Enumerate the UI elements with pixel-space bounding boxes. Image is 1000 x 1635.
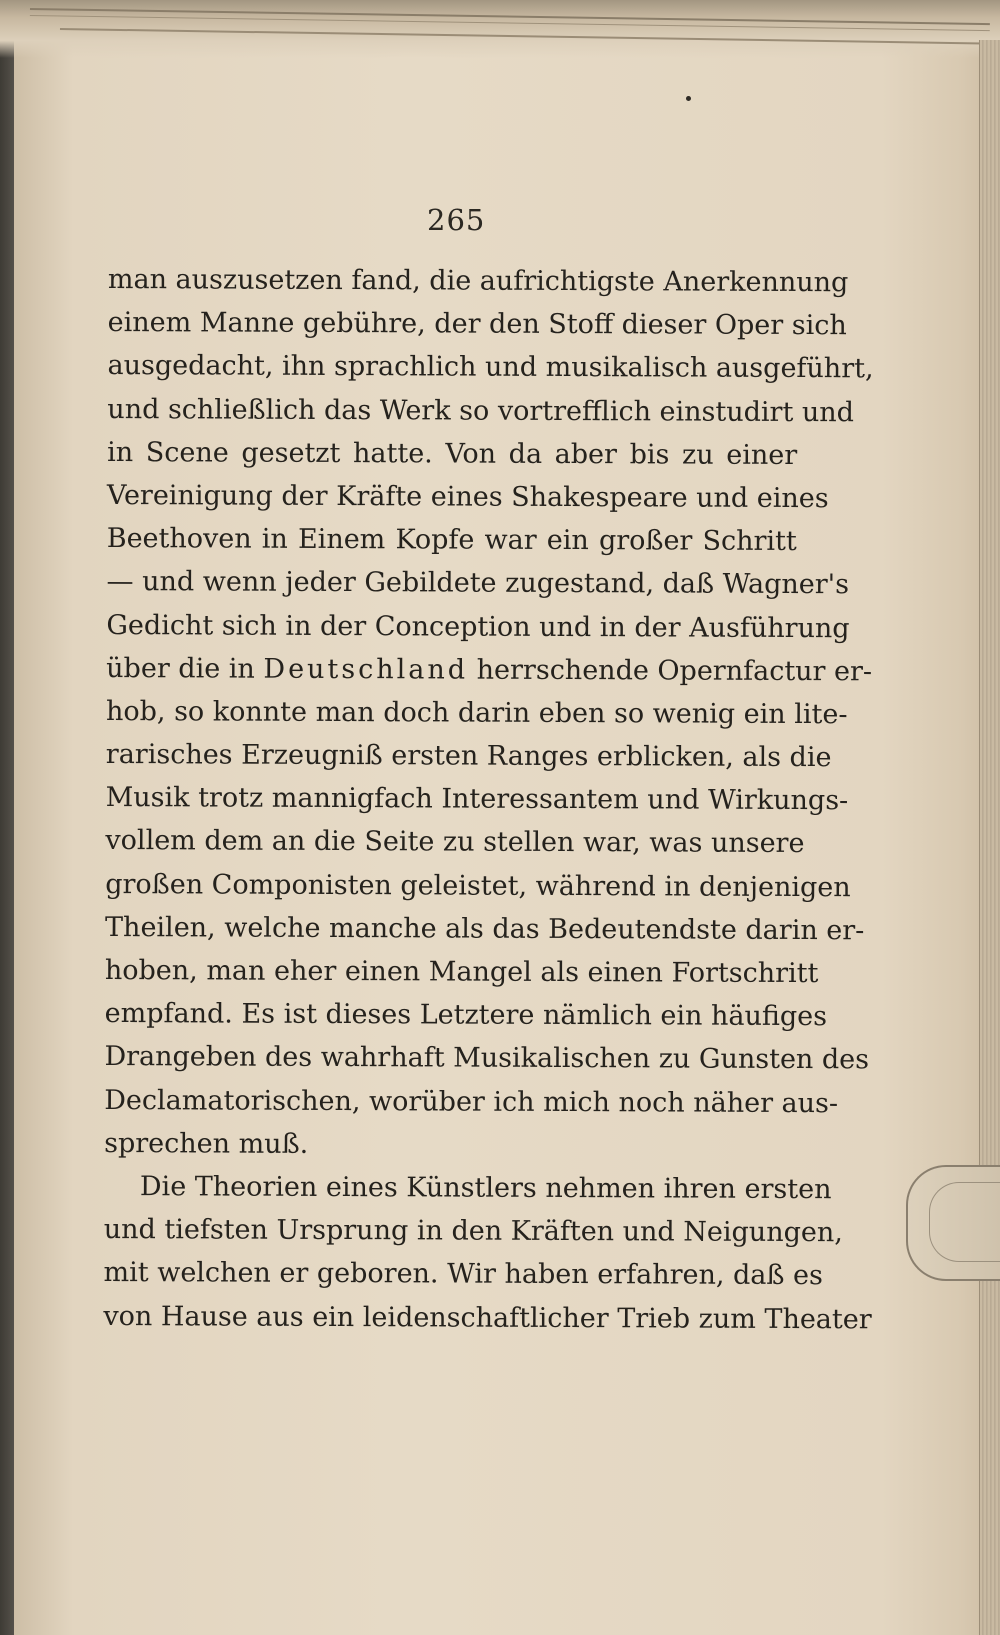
text-line: Gedicht sich in der Conception und in der Ausführung — [106, 609, 850, 644]
text-line-mixed — [106, 647, 873, 693]
text-line: in Scene gesetzt hatte. Von da aber bis zu einer — [107, 436, 798, 471]
text-line: Theilen, welche manche als das Bedeutendste darin er- — [105, 911, 865, 947]
text-line: und schließlich das Werk so vortrefflich einstudirt und — [107, 393, 855, 428]
page-stack-edge — [979, 40, 1000, 1635]
text-line: Musik trotz mannigfach Interessantem und Wirkungs- — [105, 782, 849, 817]
text-line: empfand. Es ist dieses Letztere nämlich ein häufiges — [104, 998, 828, 1033]
text-line: Declamatorischen, worüber ich mich noch näher aus- — [104, 1084, 839, 1119]
text-line: von Hause aus ein leidenschaftlicher Trieb zum Theater — [103, 1300, 872, 1335]
text-fragment: herrschende Opernfactur er- — [476, 654, 873, 688]
text-line: sprechen muß. — [104, 1127, 309, 1160]
paragraph-first-line: Die Theorien eines Künstlers nehmen ihren ersten — [139, 1171, 832, 1206]
text-line: Beethoven in Einem Kopfe war ein großer Schritt — [106, 523, 797, 558]
text-line: man auszusetzen fand, die aufrichtigste Anerkennung — [107, 263, 849, 299]
text-line: hoben, man eher einen Mangel als einen Fortschritt — [104, 954, 819, 990]
text-line: rarisches Erzeugniß ersten Ranges erblicken, als die — [105, 739, 832, 774]
text-line: — und wenn jeder Gebildete zugestand, daß Wagner's — [106, 566, 850, 601]
text-line: einem Manne gebühre, der den Stoff dieser Oper sich — [107, 307, 847, 342]
page-number: 265 — [427, 203, 486, 237]
spaced-emphasis: Deutschland — [263, 653, 469, 686]
page-marker-tab-inner — [929, 1182, 1000, 1262]
text-fragment: über die in — [106, 652, 255, 685]
text-line: mit welchen er geboren. Wir haben erfahren, daß es — [103, 1257, 823, 1292]
text-line: vollem dem an die Seite zu stellen war, was unsere — [105, 825, 805, 860]
body-text — [103, 258, 874, 1341]
text-line: Drangeben des wahrhaft Musikalischen zu Gunsten des — [104, 1041, 870, 1076]
text-line: Vereinigung der Kräfte eines Shakespeare und eines — [106, 479, 829, 515]
text-line: und tiefsten Ursprung in den Kräften und Neigungen, — [103, 1214, 843, 1249]
text-line: ausgedacht, ihn sprachlich und musikalisch ausgeführt, — [107, 350, 874, 385]
text-line: großen Componisten geleistet, während in denjenigen — [105, 868, 851, 903]
ink-dot — [686, 96, 691, 101]
text-line: hob, so konnte man doch darin eben so wenig ein lite- — [105, 695, 848, 731]
